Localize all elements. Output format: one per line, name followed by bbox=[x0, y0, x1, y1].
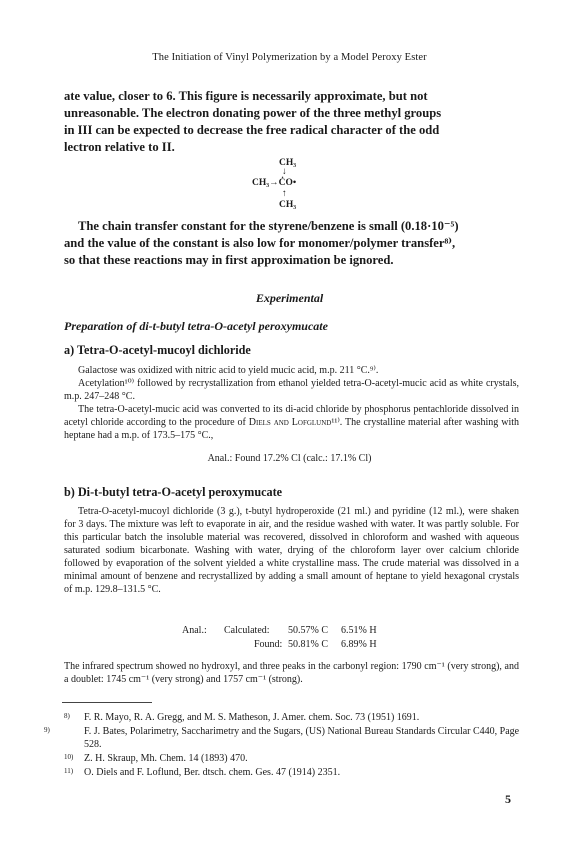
formula-middle: CH₃→ĊO• bbox=[252, 178, 297, 188]
part-a-para-2: Acetylation¹⁰⁾ followed by recrystallization from ethanol yielded tetra-O-acetyl-mucic acid as white crystals, m.p. 247–248 °C. bbox=[64, 378, 519, 402]
chain-line-3: so that these reactions may in first approximation be ignored. bbox=[64, 253, 394, 267]
found-h: 6.89% H bbox=[341, 639, 377, 650]
calc-label: Calculated: bbox=[224, 625, 270, 636]
calc-h: 6.51% H bbox=[341, 625, 377, 636]
found-label: Found: bbox=[254, 639, 283, 650]
calc-c: 50.57% C bbox=[288, 625, 328, 636]
experimental-heading: Experimental bbox=[255, 291, 324, 305]
footnote-9: 9) F. J. Bates, Polarimetry, Saccharimetry and the Sugars, (US) National Bureau Standards Circular C440, Page 528. bbox=[44, 726, 520, 750]
citation-authors: Diels and Lofglund bbox=[248, 417, 332, 428]
page-number: 5 bbox=[505, 792, 511, 806]
preparation-heading: Preparation of di-t-butyl tetra-O-acetyl peroxymucate bbox=[64, 319, 328, 333]
chemical-formula bbox=[252, 158, 332, 218]
chain-line-1: The chain transfer constant for the styrene/benzene is small (0.18·10⁻⁵) bbox=[78, 219, 459, 233]
part-a-para-1: Galactose was oxidized with nitric acid to yield mucic acid, m.p. 211 °C.⁹⁾. bbox=[78, 365, 379, 376]
intro-line-3: in III can be expected to decrease the free radical character of the odd bbox=[64, 123, 440, 137]
formula-arrow-up: ↑ bbox=[282, 189, 287, 199]
footnote-8: 8) F. R. Mayo, R. A. Gregg, and M. S. Matheson, J. Amer. chem. Soc. 73 (1951) 1691. bbox=[64, 712, 420, 723]
found-c: 50.81% C bbox=[288, 639, 328, 650]
intro-line-4: lectron relative to II. bbox=[64, 140, 175, 154]
part-b-heading: b) Di-t-butyl tetra-O-acetyl peroxymucate bbox=[64, 485, 283, 499]
footnote-10: 10) Z. H. Skraup, Mh. Chem. 14 (1893) 470. bbox=[64, 753, 248, 764]
intro-line-1: ate value, closer to 6. This figure is necessarily approximate, but not bbox=[64, 89, 428, 103]
running-header: The Initiation of Vinyl Polymerization by a Model Peroxy Ester bbox=[152, 52, 427, 63]
formula-bottom: CH₃ bbox=[279, 200, 297, 210]
chain-line-2: and the value of the constant is also low for monomer/polymer transfer⁸⁾, bbox=[64, 236, 456, 250]
ir-paragraph: The infrared spectrum showed no hydroxyl, and three peaks in the carbonyl region: 1790 cm⁻¹ (very strong), and a doublet: 1745 cm⁻¹ (very strong) and 1757 cm⁻¹ (strong). bbox=[64, 661, 519, 685]
part-a-heading: a) Tetra-O-acetyl-mucoyl dichloride bbox=[64, 343, 251, 357]
part-b-para: Tetra-O-acetyl-mucoyl dichloride (3 g.), t-butyl hydroperoxide (21 ml.) and pyridine (12 ml.), were shaken for 3 days. The mixture was left to evaporate in air, and the residue washed with water. It was partly soluble. For this particular batch the insoluble material was recovered, dissolved in chloroform and washed with aqueous saturated sodium bicarbonate. Washing with water, drying of the chloroform layer over calcium chloride followed by evaporation of the solvent yielded a white crystalline mass. The crude material was dissolved in a minimal amount of benzene and recrystallized by adding a small amount of heptane to yield hexagonal crystals of m.p. 129.8–131.5 °C. bbox=[64, 506, 519, 595]
formula-arrow-down: ↓ bbox=[282, 167, 287, 177]
footnote-11: 11) O. Diels and F. Loflund, Ber. dtsch. chem. Ges. 47 (1914) 2351. bbox=[64, 767, 341, 778]
part-a-para-3: The tetra-O-acetyl-mucic acid was converted to its di-acid chloride by phosphorus pentachloride dissolved in acetyl chloride according to the procedure of Diels and Lofglund¹¹⁾. The crystalline material after washing with heptane had a m.p. of 173.5–175 °C., bbox=[64, 404, 519, 441]
formula-top: CH₃ bbox=[279, 158, 297, 168]
intro-line-2: unreasonable. The electron donating power of the three methyl groups bbox=[64, 106, 442, 120]
footnote-rule bbox=[62, 702, 152, 703]
part-a-analysis: Anal.: Found 17.2% Cl (calc.: 17.1% Cl) bbox=[207, 453, 372, 464]
anal-label: Anal.: bbox=[182, 625, 207, 636]
